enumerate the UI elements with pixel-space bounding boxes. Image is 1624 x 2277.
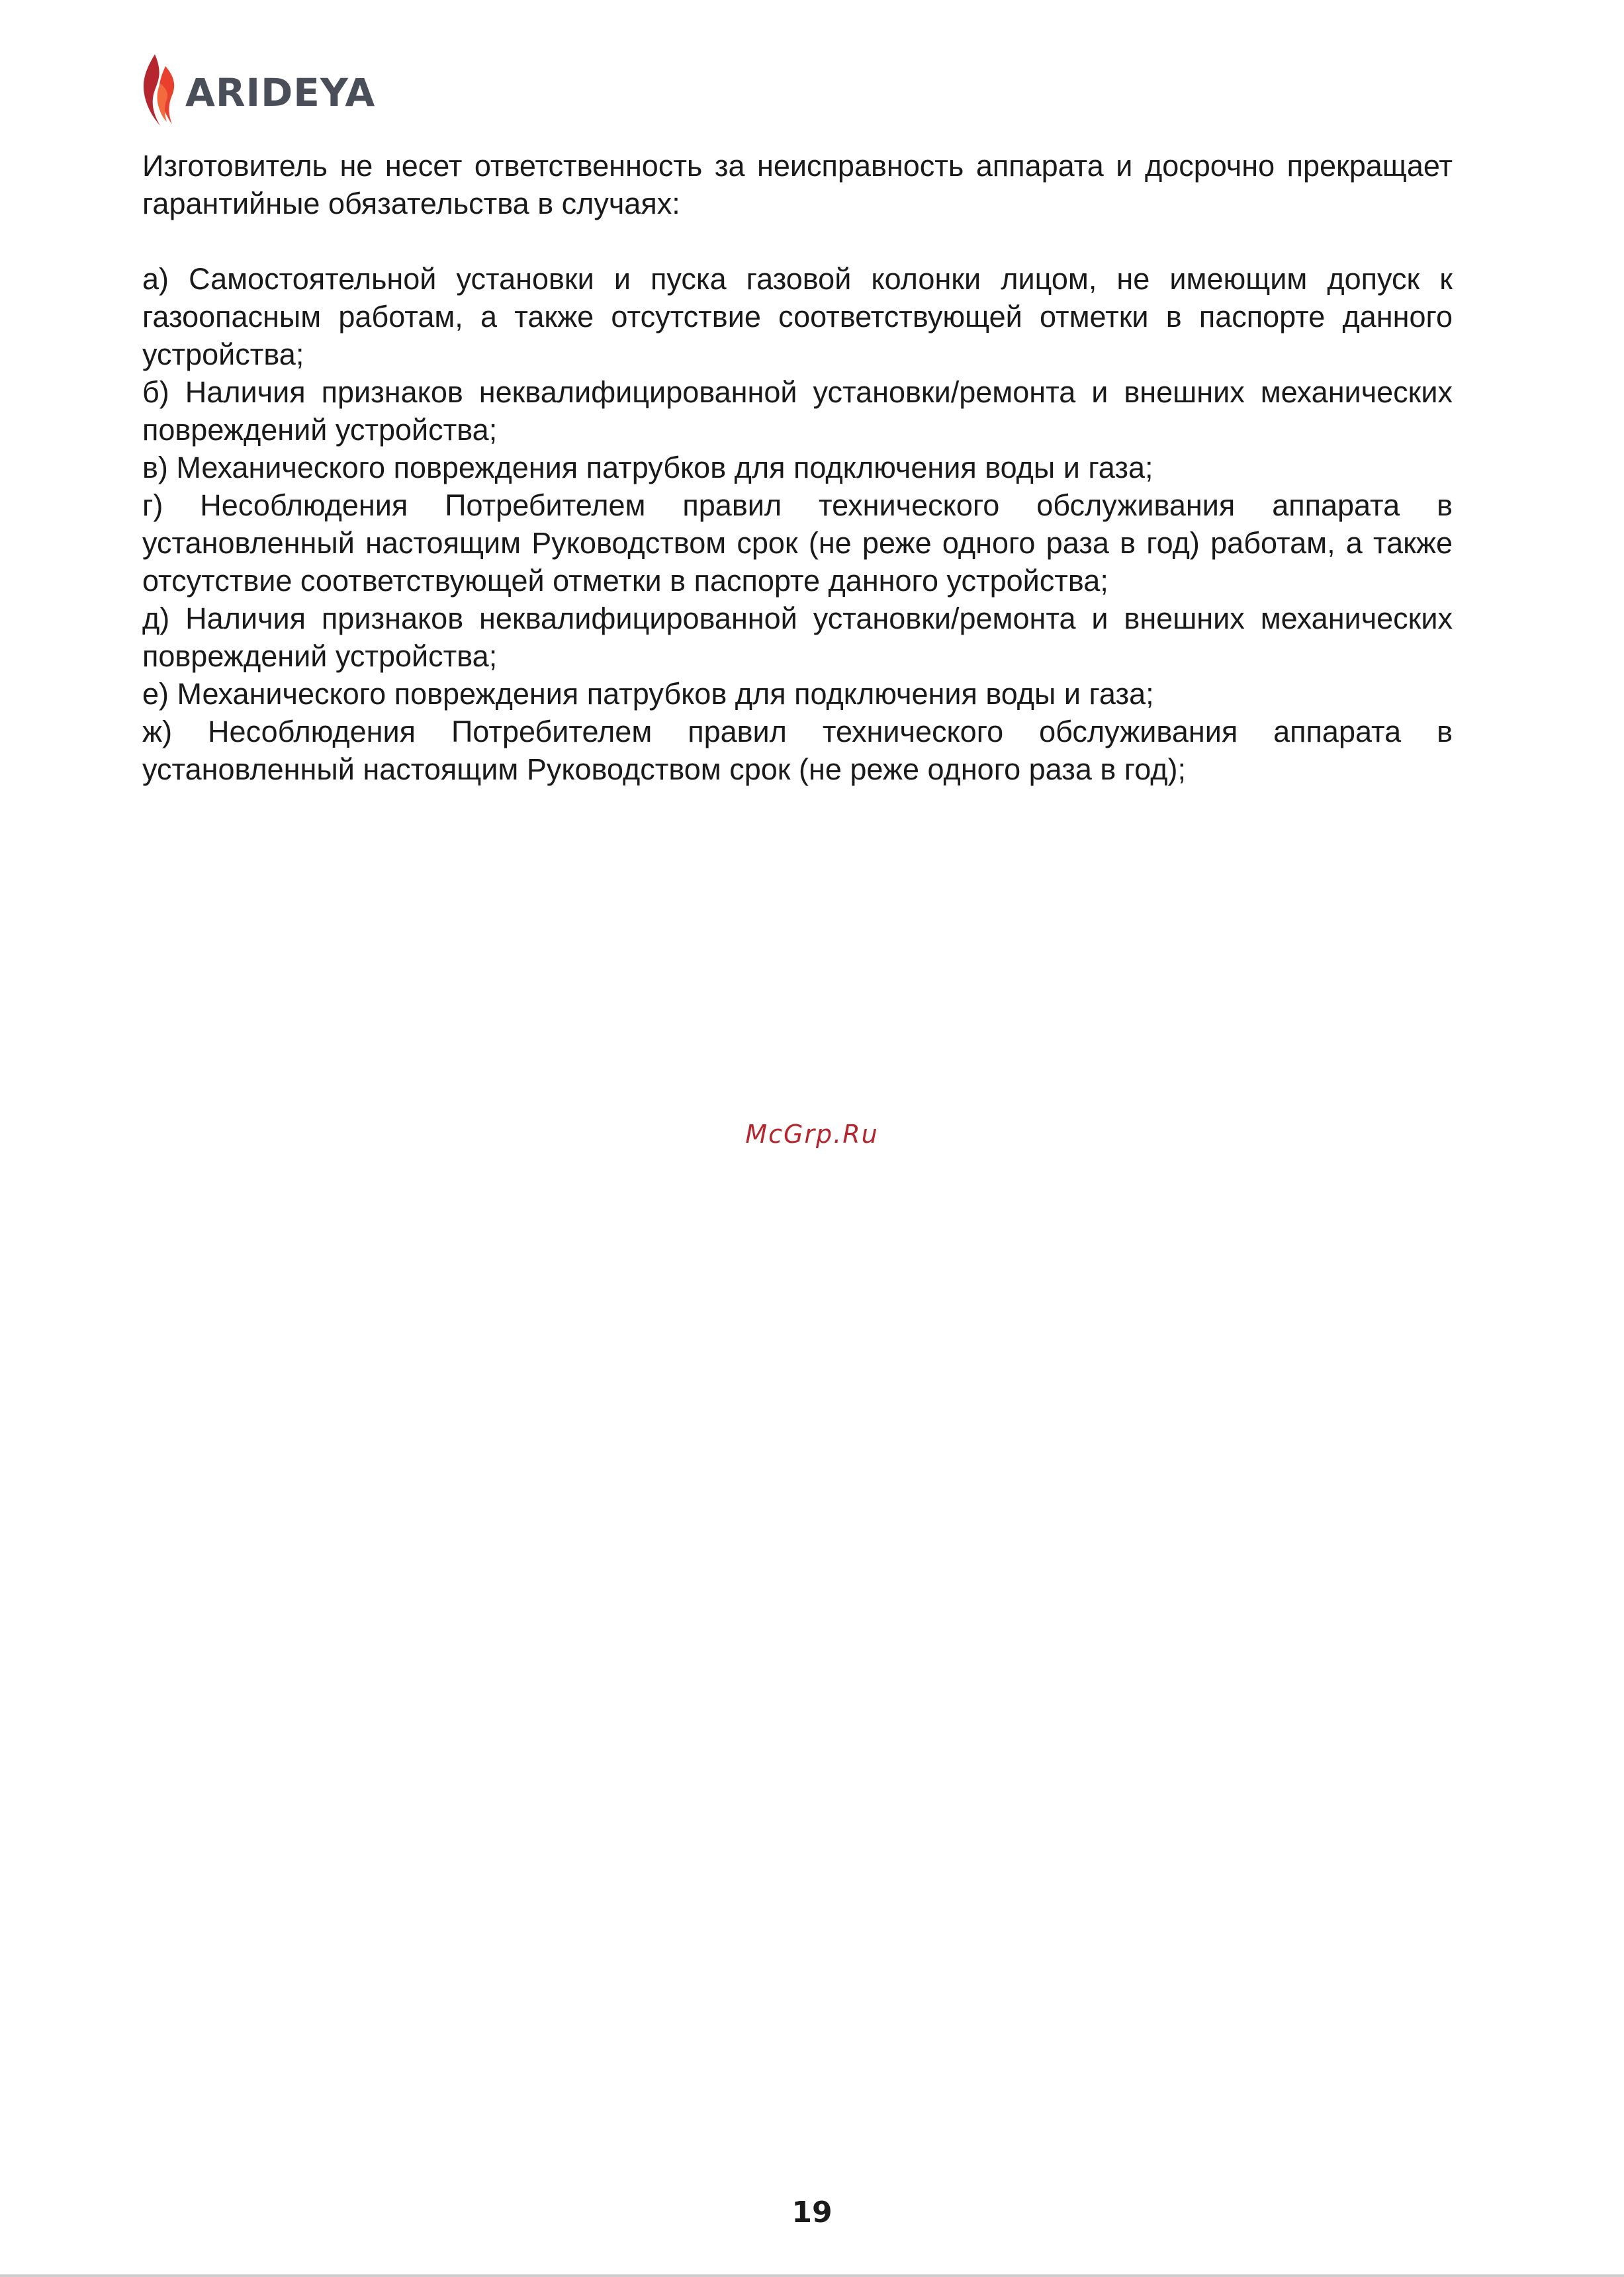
list-item: е) Механического повреждения патрубков для подключения воды и газа;: [142, 677, 1154, 711]
page-number: 19: [791, 2196, 833, 2229]
list-item: а) Самостоятельной установки и пуска газовой колонки лицом, не имеющим допуск к газоопасным работам, а также отсутствие соответствующей отметки в паспорте данного устройства;: [142, 262, 1453, 371]
watermark: McGrp.Ru: [745, 1120, 879, 1149]
bottom-divider: [0, 2274, 1624, 2277]
list-item: г) Несоблюдения Потребителем правил технического обслуживания аппарата в установленный настоящим Руководством срок (не реже одного раза в год) работам, а также отсутствие соответствующей отметки в паспорте данного устройства;: [142, 488, 1453, 598]
intro-paragraph: Изготовитель не несет ответственность за неисправность аппарата и досрочно прекращает гарантийные обязательства в случаях:: [142, 149, 1453, 220]
warranty-terms: [142, 147, 1453, 788]
brand-name: ARIDEYA: [185, 70, 376, 115]
list-item: ж) Несоблюдения Потребителем правил технического обслуживания аппарата в установленный настоящим Руководством срок (не реже одного раза в год);: [142, 715, 1453, 786]
list-item: б) Наличия признаков неквалифицированной установки/ремонта и внешних механических повреждений устройства;: [142, 375, 1453, 447]
list-item: в) Механического повреждения патрубков для подключения воды и газа;: [142, 451, 1153, 484]
flame-logo-icon: [140, 53, 179, 127]
brand-logo: [140, 53, 375, 127]
list-item: д) Наличия признаков неквалифицированной установки/ремонта и внешних механических повреждений устройства;: [142, 602, 1453, 673]
